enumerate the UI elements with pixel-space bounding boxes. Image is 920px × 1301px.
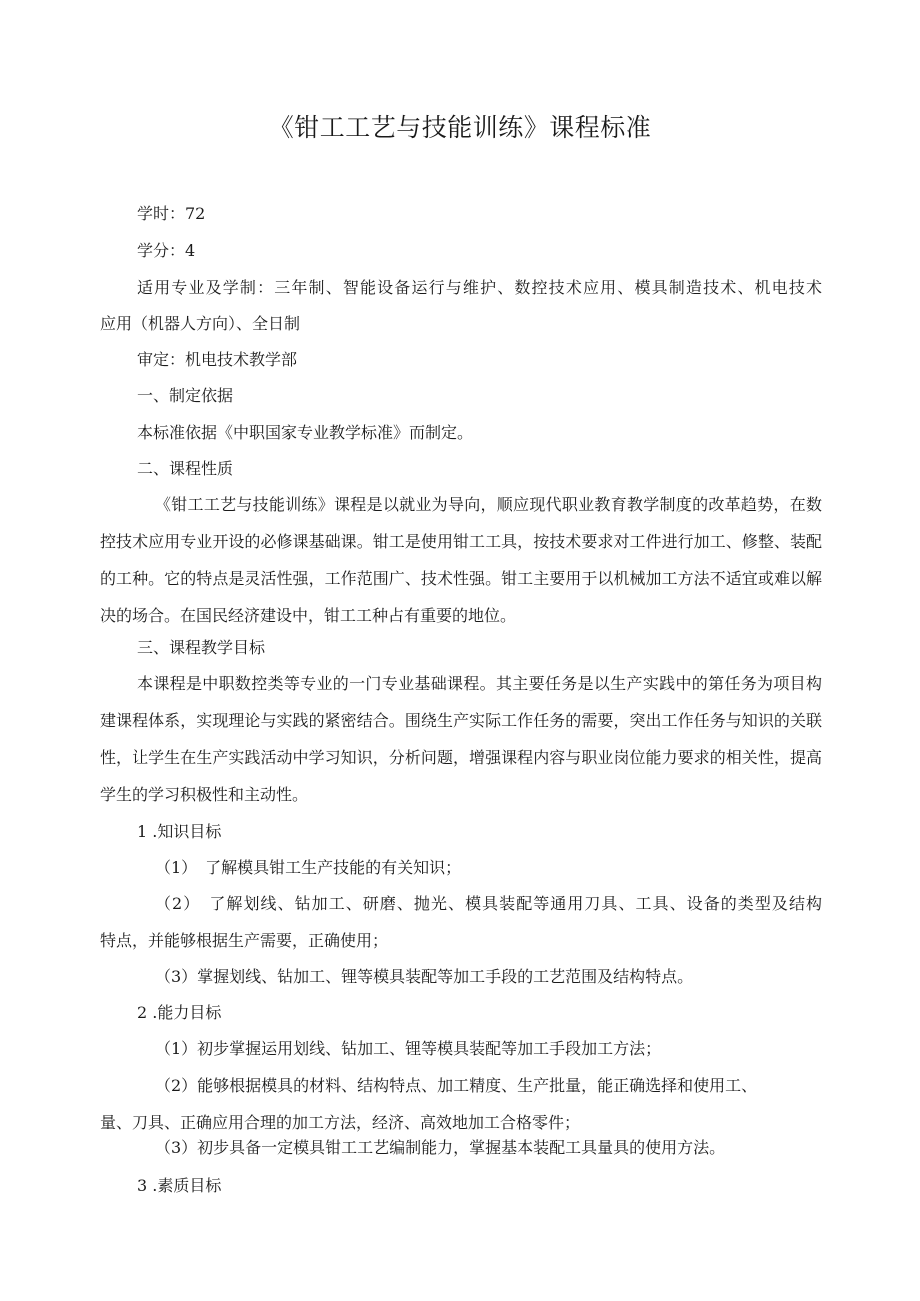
- ability-item-1: （1）初步掌握运用划线、钻加工、锂等模具装配等加工手段加工方法；: [155, 1039, 662, 1058]
- section-2-paragraph: 《钳工工艺与技能训练》课程是以就业为导向，顺应现代职业教育教学制度的改革趋势，在数控技术应用专业开设的必修课基础课。钳工是使用钳工工具，按技术要求对工件进行加工、修整、装配的工种。它的特点是灵活性强，工作范围广、技术性强。钳工主要用于以机械加工方法不适宜或难以解决的场合。在国民经济建设中，钳工工种占有重要的地位。: [100, 495, 822, 625]
- knowledge-item-2-line-2: 特点，并能够根据生产需要，正确使用；: [100, 931, 389, 950]
- section-1-heading: 一、制定依据: [137, 386, 234, 405]
- knowledge-item-1: （1） 了解模具钳工生产技能的有关知识；: [155, 858, 462, 877]
- reviewer-line: 审定：机电技术教学部: [137, 350, 298, 369]
- ability-item-2-line-1: （2）能够根据模具的材料、结构特点、加工精度、生产批量，能正确选择和使用工、: [155, 1076, 758, 1095]
- credits-line: 学分：4: [137, 241, 196, 260]
- section-2-heading: 二、课程性质: [137, 459, 234, 478]
- ability-item-2-line-2: 量、刀具、正确应用合理的加工方法，经济、高效地加工合格零件；: [100, 1113, 581, 1132]
- majors-line-1: 适用专业及学制：三年制、智能设备运行与维护、数控技术应用、模具制造技术、机电技术: [137, 278, 822, 297]
- quality-goals-heading: 3 .素质目标: [137, 1176, 222, 1195]
- hours-line: 学时：72: [137, 204, 206, 223]
- knowledge-item-3: （3）掌握划线、钻加工、锂等模具装配等加工手段的工艺范围及结构特点。: [155, 967, 694, 986]
- knowledge-item-2-line-1: （2） 了解划线、钻加工、研磨、抛光、模具装配等通用刀具、工具、设备的类型及结构: [155, 894, 822, 913]
- majors-line-2: 应用（机器人方向）、全日制: [100, 314, 301, 333]
- section-3-heading: 三、课程教学目标: [137, 638, 266, 657]
- section-3-paragraph: 本课程是中职数控类等专业的一门专业基础课程。其主要任务是以生产实践中的第任务为项目构建课程体系，实现理论与实践的紧密结合。围绕生产实际工作任务的需要，突出工作任务与知识的关联性，让学生在生产实践活动中学习知识，分析问题，增强课程内容与职业岗位能力要求的相关性，提高学生的学习积极性和主动性。: [100, 674, 822, 804]
- ability-item-3: （3）初步具备一定模具钳工工艺编制能力，掌握基本装配工具量具的使用方法。: [155, 1138, 726, 1157]
- knowledge-goals-heading: 1 .知识目标: [137, 822, 222, 841]
- page-title: 《钳工工艺与技能训练》课程标准: [268, 113, 652, 142]
- section-1-text: 本标准依据《中职国家专业教学标准》而制定。: [137, 423, 474, 442]
- ability-goals-heading: 2 .能力目标: [137, 1003, 222, 1022]
